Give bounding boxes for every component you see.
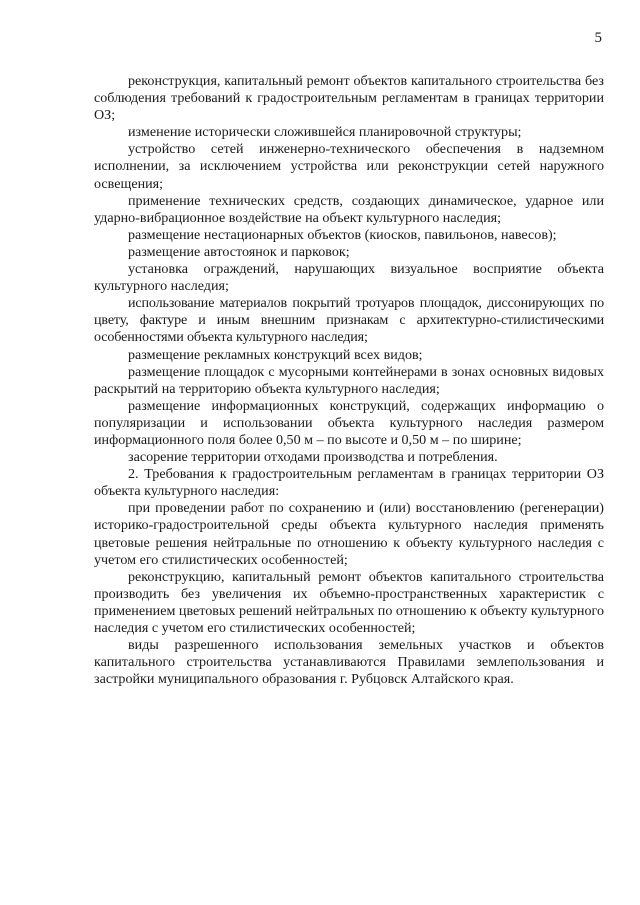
paragraph-permitted-use: виды разрешенного использования земельных участков и объектов капитального строительства устанавливаются Правилами землепользования и застройки муниципального образования г. Рубцовск Алтайского края. <box>94 637 604 688</box>
paragraph-sidewalk-materials: использование материалов покрытий тротуаров площадок, диссонирующих по цвету, фактуре и иным внешним признакам с архитектурно-стилистическими особенностями объекта культурного наследия; <box>94 295 604 346</box>
paragraph-information-structures: размещение информационных конструкций, содержащих информацию о популяризации и использовании объекта культурного наследия размером информационного поля более 0,50 м – по высоте и 0,50 м – по ширине; <box>94 397 604 448</box>
paragraph-color-solutions: при проведении работ по сохранению и (или) восстановлению (регенерации) историко-градостроительной среды объекта культурного наследия применять цветовые решения нейтральные по отношению к объекту культурного наследия с учетом его стилистических особенностей; <box>94 500 604 568</box>
paragraph-planning-structure: изменение исторически сложившейся планировочной структуры; <box>128 124 522 141</box>
paragraph-non-stationary-objects: размещение нестационарных объектов (киосков, павильонов, навесов); <box>128 226 557 243</box>
paragraph-reconstruction-rules: реконструкцию, капитальный ремонт объектов капитального строительства производить без увеличения их объемно-пространственных характеристик с применением цветовых решений нейтральных по отношению к объекту культурного наследия с учетом его стилистических особенностей; <box>94 568 604 636</box>
paragraph-waste-containers: размещение площадок с мусорными контейнерами в зонах основных видовых раскрытий на территорию объекта культурного наследия; <box>94 363 604 397</box>
section-heading-requirements: 2. Требования к градостроительным регламентам в границах территории ОЗ объекта культурного наследия: <box>94 466 604 500</box>
paragraph-fences: установка ограждений, нарушающих визуальное восприятие объекта культурного наследия; <box>94 261 604 295</box>
paragraph-technical-means: применение технических средств, создающих динамическое, ударное или ударно-вибрационное воздействие на объект культурного наследия; <box>94 192 604 226</box>
paragraph-overhead-networks: устройство сетей инженерно-технического обеспечения в надземном исполнении, за исключением устройства или реконструкции сетей наружного освещения; <box>94 141 604 192</box>
paragraph-advertising: размещение рекламных конструкций всех видов; <box>128 346 423 363</box>
paragraph-reconstruction-prohibition: реконструкция, капитальный ремонт объектов капитального строительства без соблюдения требований к градостроительным регламентам в границах территории ОЗ; <box>94 73 604 124</box>
paragraph-littering: засорение территории отходами производства и потребления. <box>128 449 498 466</box>
body-text <box>94 73 604 688</box>
paragraph-parking: размещение автостоянок и парковок; <box>128 243 350 260</box>
page-number: 5 <box>594 30 602 46</box>
